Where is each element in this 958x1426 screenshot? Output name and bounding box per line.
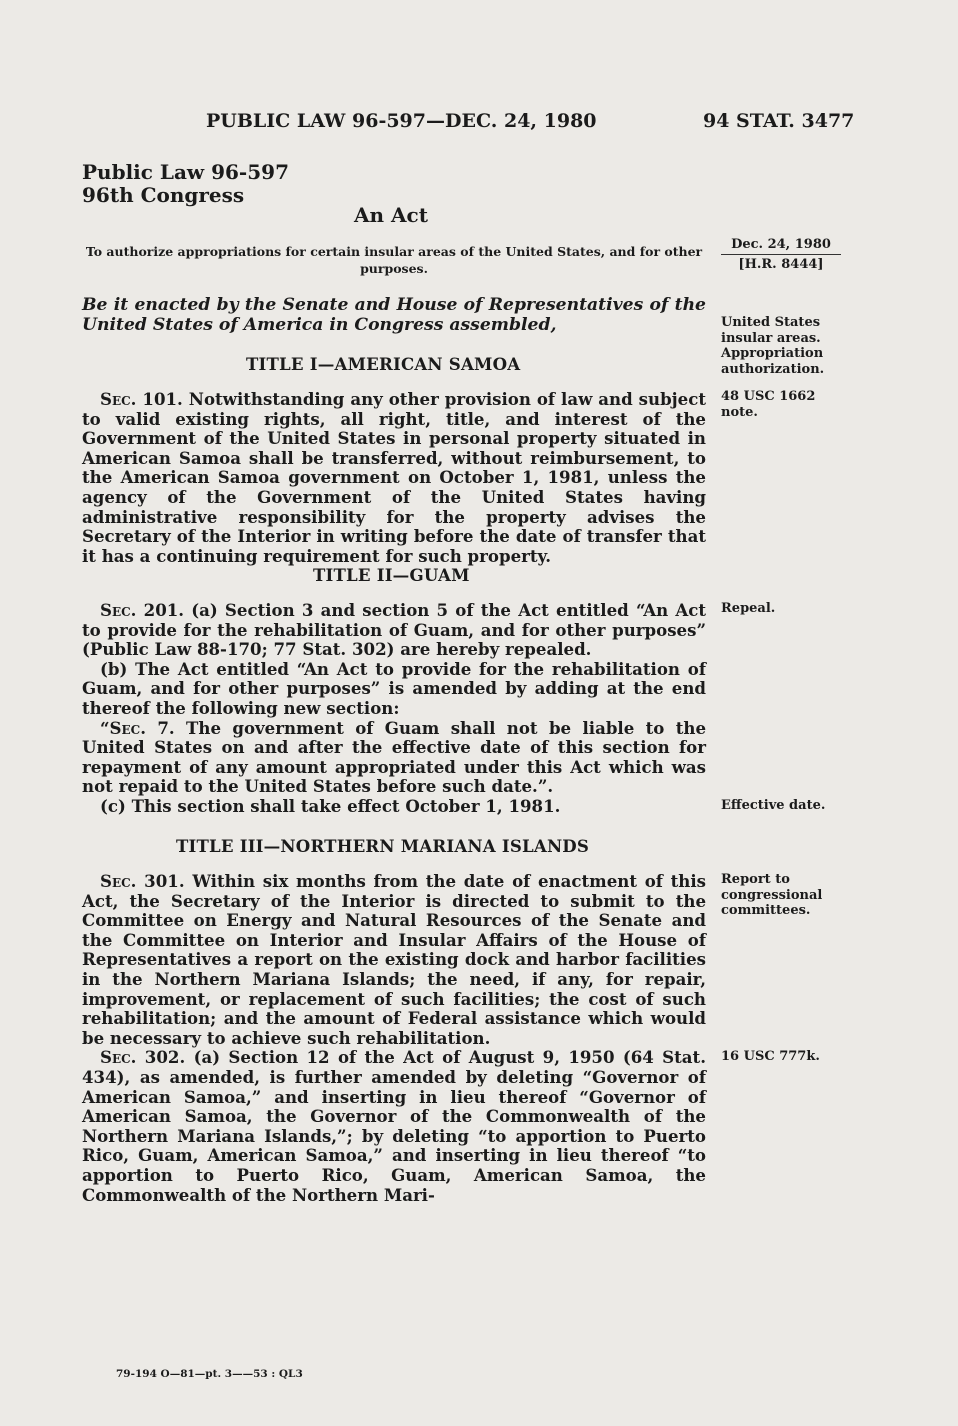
sec-201c-text: (c) This section shall take effect October 1, 1981.: [100, 795, 561, 816]
title-1-heading: TITLE I—AMERICAN SAMOA: [246, 354, 521, 374]
running-head-stat: 94 STAT. 3477: [703, 110, 855, 132]
sec-7-open-quote: “: [100, 717, 110, 738]
sec-302-label: Sec. 302.: [100, 1047, 186, 1068]
bill-number: [H.R. 8444]: [738, 257, 824, 272]
margin-note-usc-777k: 16 USC 777k.: [721, 1049, 820, 1064]
sec-201b-text: (b) The Act entitled “An Act to provide for the rehabilitation of Guam, and for other purposes” is amended by adding at the end thereof the following new section:: [82, 658, 706, 718]
sec-301-text: Within six months from the date of enactment of this Act, the Secretary of the Interior is directed to submit to the Committee on Energy and Natural Resources of the Senate and the Committee on Interior and Insular Affairs of the House of Representatives a report on the existing dock and harbor facilities in the Northern Mariana Islands; the need, if any, for repair, improvement, or replacement of such facilities; the cost of such rehabilitation; and the amount of Federal assistance which would be necessary to achieve such rehabilitation.: [82, 871, 707, 1048]
running-head-title: PUBLIC LAW 96-597—DEC. 24, 1980: [206, 110, 597, 132]
title-2-heading: TITLE II—GUAM: [313, 565, 470, 585]
printer-code: 79-194 O—81—pt. 3——53 : QL3: [116, 1368, 303, 1380]
section-301-302: [82, 872, 706, 1205]
margin-note-repeal: Repeal.: [721, 601, 776, 616]
margin-note-insular: United States insular areas. Appropriation authorization.: [721, 315, 825, 377]
act-purpose: To authorize appropriations for certain insular areas of the United States, and for other purposes.: [85, 244, 703, 276]
enacting-clause: Be it enacted by the Senate and House of Representatives of the United States of America in Congress assembled,: [82, 295, 706, 335]
sec-7-text: The government of Guam shall not be liable to the United States on and after the effective date of this section for repayment of any amount appropriated under this Act which was not repaid to the United States before such date.”.: [82, 717, 707, 797]
sec-7-label: Sec. 7.: [109, 717, 175, 738]
date-divider: [721, 254, 841, 255]
enactment-date: Dec. 24, 1980: [731, 237, 831, 252]
sec-301-label: Sec. 301.: [100, 871, 185, 891]
public-law-number: Public Law 96-597: [82, 160, 289, 184]
act-title: An Act: [354, 203, 428, 227]
sec-302-text: (a) Section 12 of the Act of August 9, 1950 (64 Stat. 434), as amended, is further amended by deleting “Governor of American Samoa,” and inserting in lieu thereof “Governor of American Samoa, the Governor of the Commonwealth of the Northern Mariana Islands,”; by deleting “to apportion to Puerto Rico, Guam, American Samoa,” and inserting in lieu thereof “to apportion to Puerto Rico, Guam, American Samoa, the Commonwealth of the Northern Mari-: [82, 1047, 707, 1205]
sec-101-label: Sec. 101.: [100, 389, 183, 409]
sec-201-label: Sec. 201.: [100, 600, 185, 620]
sec-201a-text: (a) Section 3 and section 5 of the Act entitled “An Act to provide for the rehabilitation of Guam, and for other purposes” (Public Law 88-170; 77 Stat. 302) are hereby repealed.: [82, 600, 706, 660]
section-201: [82, 601, 706, 817]
sec-101-text: Notwithstanding any other provision of law and subject to valid existing rights, all right, title, and interest of the Government of the United States in personal property situated in American Samoa shall be transferred, without reimbursement, to the American Samoa government on October 1, 1981, unless the agency of the Government of the United States having administrative responsibility for the property advises the Secretary of the Interior in writing before the date of transfer that it has a continuing requirement for such property.: [82, 389, 706, 566]
congress-label: 96th Congress: [82, 183, 245, 207]
title-3-heading: TITLE III—NORTHERN MARIANA ISLANDS: [176, 836, 590, 856]
section-101: [82, 390, 706, 566]
margin-note-effective: Effective date.: [721, 798, 826, 813]
margin-note-report: Report to congressional committees.: [721, 872, 823, 918]
enactment-date-box: [721, 237, 841, 272]
margin-note-usc-1662: 48 USC 1662 note.: [721, 389, 816, 420]
